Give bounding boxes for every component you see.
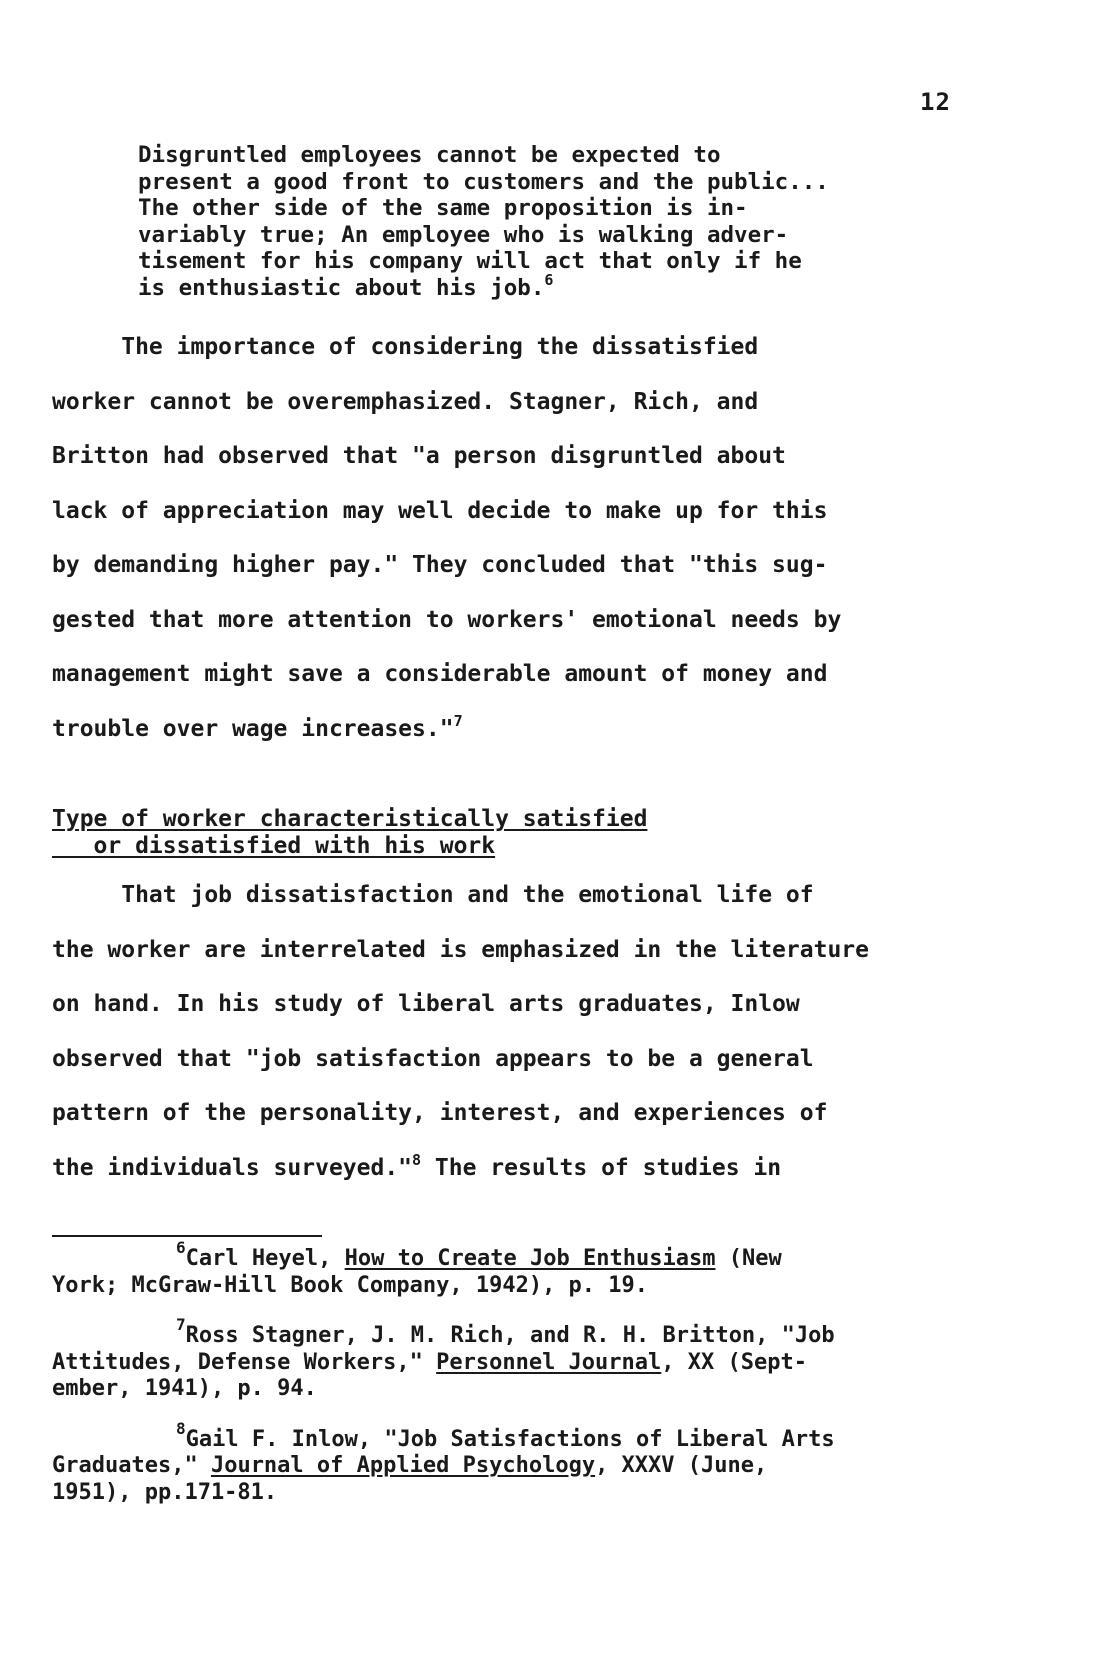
footnote-marker: 7	[176, 1315, 186, 1334]
block-quote	[138, 142, 1018, 301]
section-heading	[52, 806, 647, 860]
paragraph-line-last	[52, 702, 1062, 757]
section-heading-line-2: or dissatisfied with his work	[52, 833, 496, 859]
footnote-text: , XXXV (June,	[595, 1453, 768, 1478]
paragraph-line: pattern of the personality, interest, and experiences of	[52, 1100, 828, 1126]
quote-line-last	[138, 270, 1018, 302]
paragraph-line-last	[52, 1141, 1062, 1196]
paragraph-line: on hand. In his study of liberal arts graduates, Inlow	[52, 991, 800, 1017]
quote-line: tisement for his company will act that only if he	[138, 248, 802, 274]
paragraph-line: worker cannot be overemphasized. Stagner, Rich, and	[52, 388, 759, 415]
footnote-divider	[52, 1235, 322, 1237]
footnote-text: Gail F. Inlow, "Job Satisfactions of Liberal Arts	[185, 1426, 835, 1452]
paragraph-line: by demanding higher pay." They concluded that "this sug-	[52, 552, 828, 578]
quote-line-text: is enthusiastic about his job.	[138, 274, 545, 301]
paragraph-line: Britton had observed that "a person disgruntled about	[52, 443, 786, 469]
footnote-ref-8: 8	[412, 1150, 422, 1169]
page-number: 12	[920, 88, 951, 116]
footnotes	[52, 1238, 1072, 1530]
footnote-journal-title: Journal of Applied Psychology	[210, 1453, 596, 1478]
quote-line: The other side of the same proposition is in-	[138, 195, 748, 221]
footnote-ref-7: 7	[453, 711, 463, 730]
footnote-book-title: How to Create Job Enthusiasm	[344, 1246, 716, 1271]
paragraph-line-text: the individuals surveyed."	[52, 1154, 413, 1181]
footnote-line: 1951), pp.171-81.	[52, 1479, 278, 1505]
paragraph-line: lack of appreciation may well decide to make up for this	[52, 497, 828, 524]
footnote-line	[52, 1238, 1072, 1273]
footnote-7	[52, 1315, 1072, 1403]
footnote-line	[52, 1418, 1072, 1454]
quote-line: Disgruntled employees cannot be expected to	[138, 142, 721, 168]
footnote-line: York; McGraw-Hill Book Company, 1942), p. 19.	[52, 1272, 649, 1298]
paragraph-2	[52, 868, 1062, 1195]
paragraph-line: the worker are interrelated is emphasized in the literature	[52, 936, 869, 963]
footnote-ref-6: 6	[544, 270, 554, 289]
paragraph-1	[52, 320, 1062, 756]
footnote-text: Graduates,"	[52, 1453, 211, 1478]
paragraph-line: The importance of considering the dissatisfied	[52, 334, 759, 360]
quote-line: present a good front to customers and the public...	[138, 168, 829, 195]
footnote-marker: 6	[176, 1238, 186, 1257]
footnote-text: Carl Heyel,	[185, 1246, 345, 1271]
footnote-text: Ross Stagner, J. M. Rich, and R. H. Britton, "Job	[185, 1323, 835, 1348]
footnote-text: , XX (Sept-	[661, 1349, 807, 1375]
footnote-text: (New	[715, 1246, 782, 1271]
footnote-6	[52, 1238, 1072, 1299]
footnote-marker: 8	[176, 1418, 186, 1438]
paragraph-line: management might save a considerable amount of money and	[52, 661, 828, 687]
paragraph-line-text: trouble over wage increases."	[52, 715, 454, 742]
footnote-journal-title: Personnel Journal	[436, 1349, 662, 1375]
paragraph-line: That job dissatisfaction and the emotional life of	[52, 882, 814, 908]
paragraph-line-tail: The results of studies in	[421, 1154, 782, 1181]
footnote-line	[52, 1350, 1072, 1377]
quote-line: variably true; An employee who is walking adver-	[138, 221, 789, 248]
footnote-line: ember, 1941), p. 94.	[52, 1376, 317, 1401]
paragraph-line: gested that more attention to workers' emotional needs by	[52, 606, 842, 633]
footnote-line	[52, 1315, 1072, 1350]
footnote-text: Attitudes, Defense Workers,"	[52, 1349, 437, 1375]
footnote-8	[52, 1418, 1072, 1507]
footnote-line	[52, 1453, 1072, 1480]
paragraph-line: observed that "job satisfaction appears to be a general	[52, 1045, 814, 1072]
section-heading-line-1: Type of worker characteristically satisfied	[52, 806, 648, 832]
